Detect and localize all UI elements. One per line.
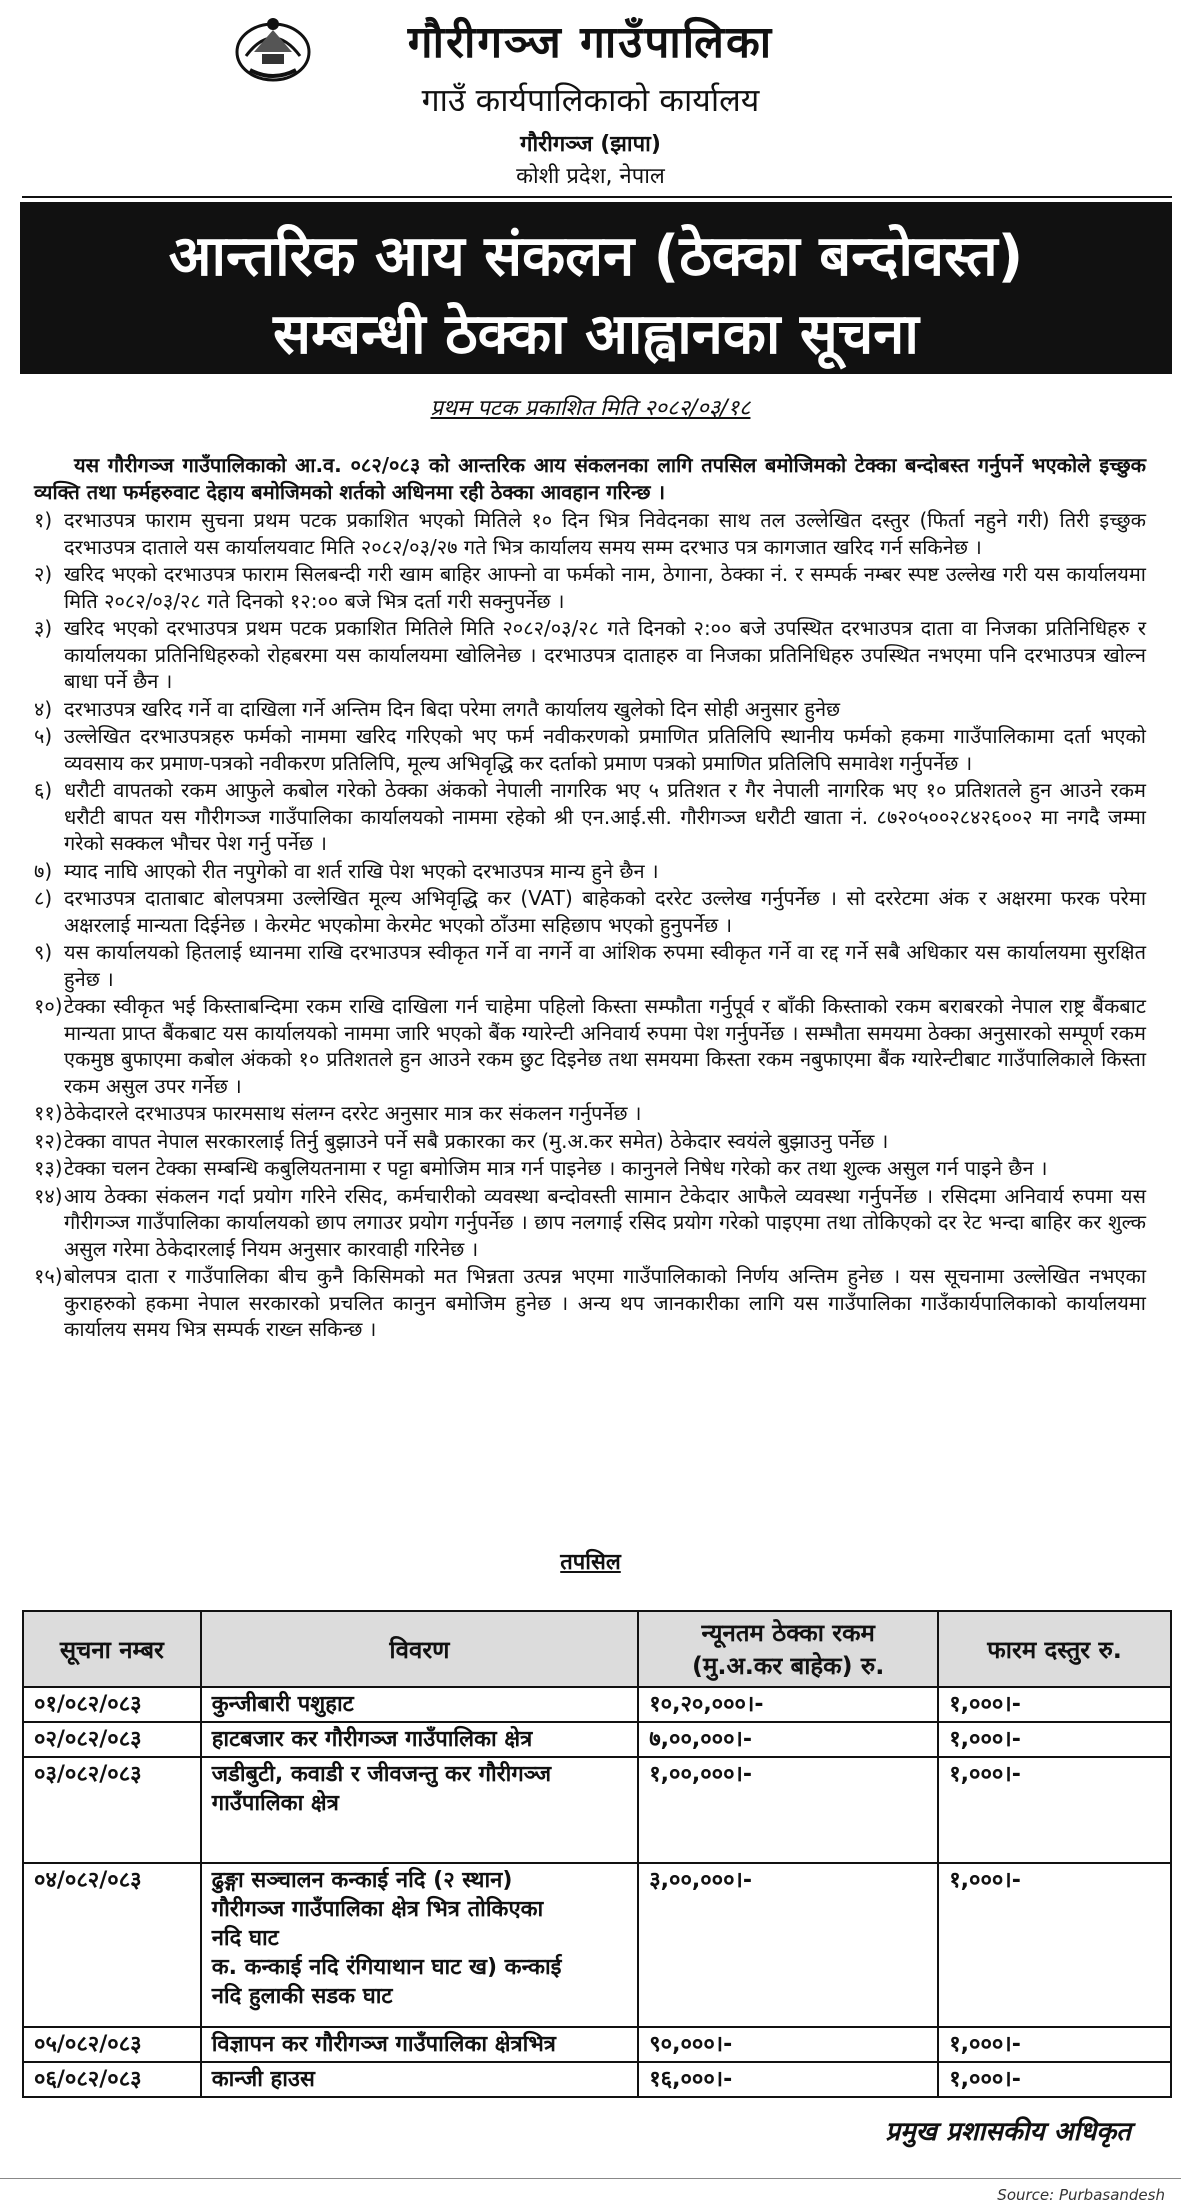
description-line: ढुङ्गा सञ्चालन कन्काई नदि (२ स्थान) bbox=[211, 1868, 513, 1893]
description-line: नदि घाट bbox=[211, 1926, 279, 1951]
clause-number: १२) bbox=[34, 1128, 63, 1153]
clause-text: दरभाउपत्र दाताबाट बोलपत्रमा उल्लेखित मूल्य अभिवृद्धि कर (VAT) बाहेकको दररेट उल्लेख गर्नुपर्नेछ । सो दररेटमा अंक र अक्षरमा फरक परेमा अक्षरलाई मान्यता दिईनेछ । केरमेट भएकोमा केरमेट भएको ठाँउमा सहिछाप भएको हुनुपर्नेछ । bbox=[64, 886, 1146, 937]
cell-form-fee: १,०००।- bbox=[938, 1687, 1171, 1722]
clause-number: १५) bbox=[34, 1264, 63, 1288]
cell-notice-number: ०२/०८२/०८३ bbox=[23, 1722, 201, 1757]
clause-item bbox=[34, 1263, 1146, 1343]
notice-title-banner bbox=[20, 202, 1172, 374]
clause-text: उल्लेखित दरभाउपत्रहरु फर्मको नाममा खरिद गरिएको भए फर्म नवीकरणको प्रमाणित प्रतिलिपि स्थानीय फर्मको हकमा गाउँपालिकामा दर्ता भएको व्यवसाय कर प्रमाण-पत्रको नवीकरण प्रतिलिपि, मूल्य अभिवृद्धि कर दर्ताको प्रमाण पत्रको प्रमाणित प्रतिलिपि समावेश गर्नुपर्नेछ । bbox=[64, 724, 1146, 775]
clause-number: ९) bbox=[34, 940, 53, 964]
description-line: नदि हुलाकी सडक घाट bbox=[211, 1984, 393, 2009]
table-row bbox=[23, 1687, 1171, 1722]
cell-description bbox=[201, 2027, 638, 2062]
header-notice-number: सूचना नम्बर bbox=[23, 1611, 201, 1687]
table-row bbox=[23, 1863, 1171, 2027]
cell-form-fee: १,०००।- bbox=[938, 1863, 1171, 2027]
clause-text: टेक्का स्वीकृत भई किस्ताबन्दिमा रकम राखि दाखिला गर्न चाहेमा पहिलो किस्ता सम्फौता गर्नुपूर्व र बाँकी किस्ताको रकम बराबरको नेपाल राष्ट्र बैंकबाट मान्यता प्राप्त बैंकबाट यस कार्यालयको नाममा जारि भएको बैंक ग्यारेन्टी अनिवार्य रुपमा पेश गर्नुपर्नेछ । सम्भौता समयमा ठेक्का अनुसारको सम्पूर्ण रकम एकमुष्ठ बुफाएमा कबोल अंकको १० प्रतिशतले हुन आउने रकम छुट दिइनेछ तथा समयमा किस्ता रकम नबुफाएमा बैंक ग्यारेन्टीबाट गाउँपालिकाले किस्ता रकम असुल उपर गर्नेछ । bbox=[64, 994, 1146, 1098]
table-row bbox=[23, 1757, 1171, 1863]
description-line: कान्जी हाउस bbox=[211, 2067, 315, 2092]
clause-item bbox=[34, 1183, 1146, 1263]
cell-description bbox=[201, 1757, 638, 1863]
cell-minimum-amount: १६,०००।- bbox=[638, 2062, 938, 2097]
clause-item bbox=[34, 696, 1146, 723]
footer-divider bbox=[0, 2178, 1181, 2179]
header-description: विवरण bbox=[201, 1611, 638, 1687]
office-location: गौरीगञ्ज (झापा) bbox=[520, 132, 661, 157]
clause-text: टेक्का चलन टेक्का सम्बन्धि कबुलियतनामा र पट्टा बमोजिम मात्र गर्न पाइनेछ । कानुनले निषेध गरेको कर तथा शुल्क असुल गर्न पाइने छैन । bbox=[64, 1156, 1048, 1180]
cell-form-fee: १,०००।- bbox=[938, 1722, 1171, 1757]
clause-item bbox=[34, 1155, 1146, 1182]
notice-body bbox=[34, 452, 1146, 1344]
publication-date-text: प्रथम पटक प्रकाशित मिति २०८२/०३/१८ bbox=[430, 396, 751, 421]
clause-text: खरिद भएको दरभाउपत्र फाराम सिलबन्दी गरी खाम बाहिर आफ्नो वा फर्मको नाम, ठेगाना, ठेक्का नं. र सम्पर्क नम्बर स्पष्ट उल्लेख गरी यस कार्यालयमा मिति २०८२/०३/२८ गते दिनको १२:०० बजे भित्र दर्ता गरी सक्नुपर्नेछ । bbox=[64, 562, 1146, 613]
notice-title-line-2: सम्बन्धी ठेक्का आह्वानका सूचना bbox=[273, 302, 919, 367]
table-row bbox=[23, 2027, 1171, 2062]
cell-notice-number: ०४/०८२/०८३ bbox=[23, 1863, 201, 2027]
clause-number: २) bbox=[34, 562, 53, 586]
clause-text: दरभाउपत्र फाराम सुचना प्रथम पटक प्रकाशित भएको मितिले १० दिन भित्र निवेदनका साथ तल उल्लेखित दस्तुर (फिर्ता नहुने गरी) तिरी इच्छुक दरभाउपत्र दाताले यस कार्यालयवाट मिति २०८२/०३/२७ गते भित्र कार्यालय समय सम्म दरभाउ पत्र कागजात खरिद गर्न सकिनेछ । bbox=[64, 508, 1146, 559]
cell-description bbox=[201, 1863, 638, 2027]
cell-notice-number: ०१/०८२/०८३ bbox=[23, 1687, 201, 1722]
cell-form-fee: १,०००।- bbox=[938, 2027, 1171, 2062]
clause-text: दरभाउपत्र खरिद गर्ने वा दाखिला गर्ने अन्तिम दिन बिदा परेमा लगतै कार्यालय खुलेको दिन सोही अनुसार हुनेछ bbox=[64, 696, 841, 721]
clause-item bbox=[34, 939, 1146, 992]
notice-header bbox=[0, 0, 1181, 200]
clause-item bbox=[34, 507, 1146, 560]
header-divider bbox=[22, 196, 1172, 198]
header-minimum-amount bbox=[638, 1611, 938, 1687]
clause-item bbox=[34, 723, 1146, 776]
clause-number: १०) bbox=[34, 994, 63, 1018]
clause-text: खरिद भएको दरभाउपत्र प्रथम पटक प्रकाशित मितिले मिति २०८२/०३/२८ गते दिनको २:०० बजे उपस्थित दरभाउपत्र दाता वा निजका प्रतिनिधिहरु र कार्यालयका प्रतिनिधिहरुको रोहबरमा यस कार्यालयमा खोलिनेछ । दरभाउपत्र दाताहरु वा निजका प्रतिनिधिहरु उपस्थित नभएमा पनि दरभाउपत्र खोल्न बाधा पर्ने छैन । bbox=[64, 616, 1146, 693]
clause-item bbox=[34, 615, 1146, 695]
description-line: गाउँपालिका क्षेत्र bbox=[211, 1791, 339, 1816]
table-header-row bbox=[23, 1611, 1171, 1687]
clause-item bbox=[34, 1100, 1146, 1127]
cell-minimum-amount: १०,२०,०००।- bbox=[638, 1687, 938, 1722]
signatory-title: प्रमुख प्रशासकीय अधिकृत bbox=[885, 2117, 1131, 2147]
clause-number: १४) bbox=[34, 1183, 63, 1208]
source-credit: Source: Purbasandesh bbox=[997, 2186, 1165, 2204]
clause-text: टेक्का वापत नेपाल सरकारलाई तिर्नु बुझाउने पर्ने सबै प्रकारका कर (मु.अ.कर समेत) ठेकेदार स्वयंले बुझाउनु पर्नेछ । bbox=[64, 1128, 889, 1153]
header-minimum-amount-line-1: न्यूनतम ठेक्का रकम bbox=[701, 1619, 875, 1647]
cell-form-fee: १,०००।- bbox=[938, 2062, 1171, 2097]
cell-form-fee: १,०००।- bbox=[938, 1757, 1171, 1863]
clause-number: ३) bbox=[34, 616, 53, 640]
clause-text: बोलपत्र दाता र गाउँपालिका बीच कुनै किसिमको मत भिन्नता उत्पन्न भएमा गाउँपालिकाको निर्णय अन्तिम हुनेछ । यस सूचनामा उल्लेखित नभएका कुराहरुको हकमा नेपाल सरकारको प्रचलित कानुन बमोजिम हुनेछ । अन्य थप जानकारीका लागि यस गाउँपालिका गाउँकार्यपालिकाको कार्यालयमा कार्यालय समय भित्र सम्पर्क राख्न सकिन्छ । bbox=[64, 1264, 1146, 1341]
office-province: कोशी प्रदेश, नेपाल bbox=[516, 164, 665, 189]
clause-number: ५) bbox=[34, 724, 53, 748]
clause-number: ६) bbox=[34, 778, 53, 802]
schedule-table bbox=[22, 1610, 1172, 2098]
header-form-fee: फारम दस्तुर रु. bbox=[938, 1611, 1171, 1687]
clause-text: ठेकेदारले दरभाउपत्र फारमसाथ संलग्न दररेट अनुसार मात्र कर संकलन गर्नुपर्नेछ । bbox=[64, 1101, 642, 1125]
clause-number: ८) bbox=[34, 886, 53, 910]
cell-minimum-amount: १,००,०००।- bbox=[638, 1757, 938, 1863]
clause-item bbox=[34, 885, 1146, 938]
description-line: जडीबुटी, कवाडी र जीवजन्तु कर गौरीगञ्ज bbox=[211, 1762, 552, 1787]
office-name: गाउँ कार्यपालिकाको कार्यालय bbox=[421, 81, 760, 119]
clause-item bbox=[34, 1128, 1146, 1155]
clause-number: १) bbox=[34, 508, 53, 532]
clause-text: म्याद नाघि आएको रीत नपुगेको वा शर्त राखि पेश भएको दरभाउपत्र मान्य हुने छैन । bbox=[64, 858, 659, 883]
clause-item bbox=[34, 777, 1146, 857]
table-row bbox=[23, 1722, 1171, 1757]
municipality-name: गौरीगञ्ज गाउँपालिका bbox=[407, 17, 774, 68]
cell-description bbox=[201, 1722, 638, 1757]
intro-paragraph: यस गौरीगञ्ज गाउँपालिकाको आ.व. ०८२/०८३ को आन्तरिक आय संकलनका लागि तपसिल बमोजिमको टेक्का बन्दोबस्त गर्नुपर्ने भएकोले इच्छुक व्यक्ति तथा फर्महरुवाट देहाय बमोजिमको शर्तको अधिनमा रही ठेक्का आवहान गरिन्छ । bbox=[34, 453, 1146, 504]
clause-list bbox=[34, 507, 1146, 1343]
cell-minimum-amount: ३,००,०००।- bbox=[638, 1863, 938, 2027]
clause-item bbox=[34, 561, 1146, 614]
notice-title-line-1: आन्तरिक आय संकलन (ठेक्का बन्दोवस्त) bbox=[168, 224, 1024, 289]
description-line: विज्ञापन कर गौरीगञ्ज गाउँपालिका क्षेत्रभित्र bbox=[211, 2032, 556, 2057]
cell-description bbox=[201, 2062, 638, 2097]
clause-text: आय ठेक्का संकलन गर्दा प्रयोग गरिने रसिद, कर्मचारीको व्यवस्था बन्दोवस्ती सामान टेकेदार आफैले व्यवस्था गर्नुपर्नेछ । रसिदमा अनिवार्य रुपमा यस गौरीगञ्ज गाउँपालिका कार्यालयको छाप लगाउर प्रयोग गर्नुपर्नेछ । छाप नलगाई रसिद प्रयोग गरेको पाइएमा तथा तोकिएको दर रेट भन्दा बाहिर कर शुल्क असुल गरेमा ठेकेदारलाई नियम अनुसार कारवाही गरिनेछ । bbox=[64, 1183, 1146, 1261]
table-row bbox=[23, 2062, 1171, 2097]
schedule-heading: तपसिल bbox=[560, 1550, 621, 1575]
publication-date bbox=[0, 392, 1181, 422]
clause-number: ७) bbox=[34, 858, 53, 883]
clause-text: धरौटी वापतको रकम आफुले कबोल गरेको ठेक्का अंकको नेपाली नागरिक भए ५ प्रतिशत र गैर नेपाली नागरिक भए १० प्रतिशतले हुन आउने रकम धरौटी बापत यस गौरीगञ्ज गाउँपालिका कार्यालयको नाममा रहेको श्री एन.आई.सी. गौरीगञ्ज धरौटी खाता नं. ८७२०५००२८४२६००२ मा नगदै जम्मा गरेको सक्कल भौचर पेश गर्नु पर्नेछ । bbox=[64, 778, 1146, 855]
cell-description bbox=[201, 1687, 638, 1722]
cell-notice-number: ०६/०८२/०८३ bbox=[23, 2062, 201, 2097]
clause-number: १३) bbox=[34, 1156, 63, 1180]
description-line: हाटबजार कर गौरीगञ्ज गाउँपालिका क्षेत्र bbox=[211, 1727, 533, 1752]
cell-minimum-amount: ७,००,०००।- bbox=[638, 1722, 938, 1757]
schedule-table-body bbox=[23, 1687, 1171, 2097]
cell-minimum-amount: ९०,०००।- bbox=[638, 2027, 938, 2062]
clause-number: ४) bbox=[34, 696, 53, 721]
cell-notice-number: ०५/०८२/०८३ bbox=[23, 2027, 201, 2062]
header-minimum-amount-line-2: (मु.अ.कर बाहेक) रु. bbox=[692, 1652, 885, 1680]
description-line: कुन्जीबारी पशुहाट bbox=[211, 1692, 354, 1717]
description-line: गौरीगञ्ज गाउँपालिका क्षेत्र भित्र तोकिएका bbox=[211, 1897, 544, 1922]
clause-number: ११) bbox=[34, 1101, 63, 1125]
cell-notice-number: ०३/०८२/०८३ bbox=[23, 1757, 201, 1863]
clause-text: यस कार्यालयको हितलाई ध्यानमा राखि दरभाउपत्र स्वीकृत गर्ने वा नगर्ने वा आंशिक रुपमा स्वीकृत गर्ने वा रद्द गर्ने सबै अधिकार यस कार्यालयमा सुरक्षित हुनेछ । bbox=[64, 940, 1146, 991]
clause-item bbox=[34, 993, 1146, 1099]
clause-item bbox=[34, 858, 1146, 885]
description-line: क. कन्काई नदि रंगियाथान घाट ख) कन्काई bbox=[211, 1955, 562, 1980]
